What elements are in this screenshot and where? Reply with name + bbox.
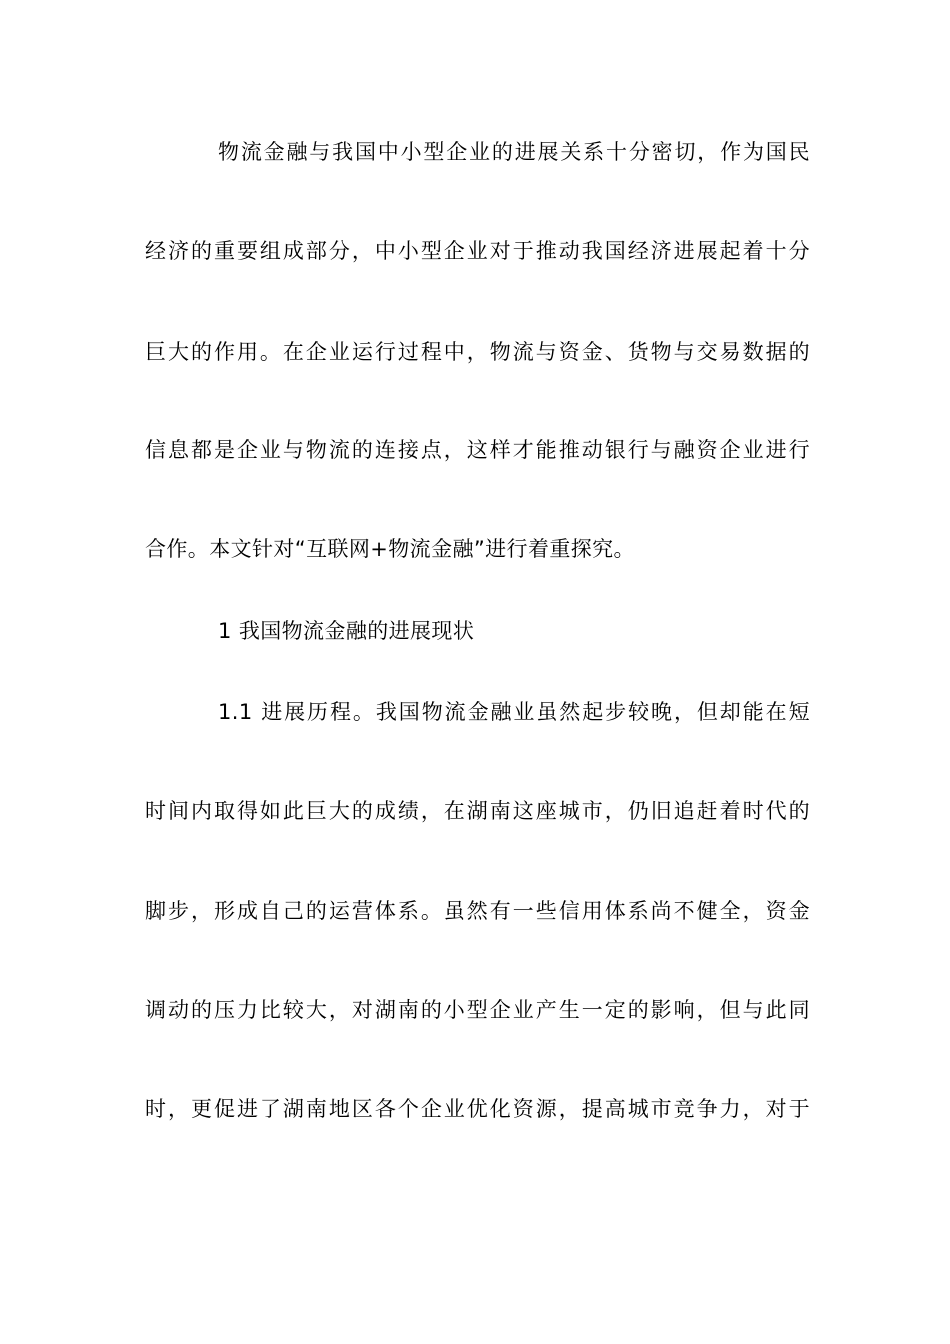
section-heading: 1 我国物流金融的进展现状	[218, 619, 475, 643]
paragraph-line: 物流金融与我国中小型企业的进展关系十分密切，作为国民	[218, 140, 810, 164]
paragraph-line: 合作。本文针对“互联网+物流金融”进行着重探究。	[145, 537, 635, 561]
paragraph-line: 脚步，形成自己的运营体系。虽然有一些信用体系尚不健全，资金	[145, 899, 810, 923]
paragraph-line: 巨大的作用。在企业运行过程中，物流与资金、货物与交易数据的	[145, 340, 810, 364]
paragraph-line: 时，更促进了湖南地区各个企业优化资源，提高城市竞争力，对于	[145, 1097, 810, 1121]
paragraph-line: 信息都是企业与物流的连接点，这样才能推动银行与融资企业进行	[145, 438, 810, 462]
paragraph-line: 调动的压力比较大，对湖南的小型企业产生一定的影响，但与此同	[145, 998, 810, 1022]
paragraph-line: 时间内取得如此巨大的成绩，在湖南这座城市，仍旧追赶着时代的	[145, 799, 810, 823]
paragraph-line: 1.1 进展历程。我国物流金融业虽然起步较晚，但却能在短	[218, 700, 810, 724]
paragraph-line: 经济的重要组成部分，中小型企业对于推动我国经济进展起着十分	[145, 239, 810, 263]
